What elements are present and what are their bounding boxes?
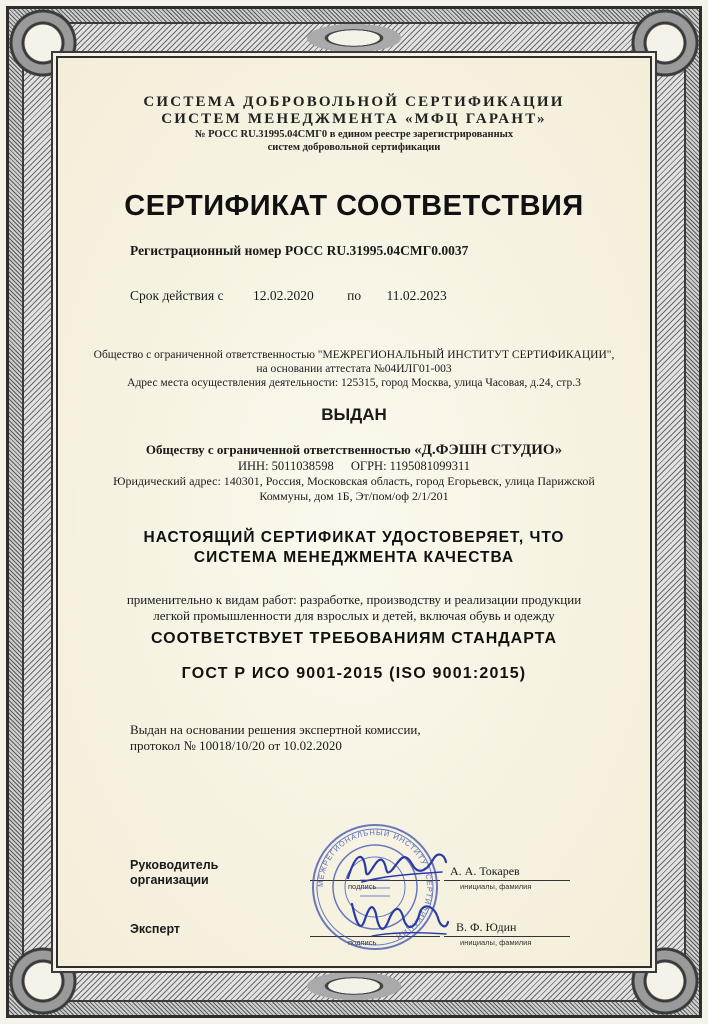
head-name-caption: инициалы, фамилия bbox=[460, 882, 532, 891]
validity-period bbox=[130, 288, 447, 304]
issued-label: ВЫДАН bbox=[321, 405, 387, 424]
recipient-address-line2: Коммуны, дом 1Б, Эт/пом/оф 2/1/201 bbox=[259, 489, 449, 503]
recipient-block bbox=[60, 442, 648, 504]
certificate-title: СЕРТИФИКАТ СООТВЕТСТВИЯ bbox=[124, 190, 584, 222]
system-name-line1: СИСТЕМА ДОБРОВОЛЬНОЙ СЕРТИФИКАЦИИ bbox=[143, 94, 565, 110]
recipient-name: «Д.ФЭШН СТУДИО» bbox=[414, 442, 563, 458]
scope-line2: легкой промышленности для взрослых и детей, включая обувь и одежду bbox=[153, 608, 555, 623]
expert-name-caption: инициалы, фамилия bbox=[460, 938, 532, 947]
recipient-prefix: Обществу с ограниченной ответственностью bbox=[145, 442, 411, 457]
head-label-line1: Руководитель bbox=[130, 858, 219, 872]
top-flourish-icon bbox=[294, 20, 414, 56]
bottom-flourish-icon bbox=[294, 968, 414, 1004]
head-label bbox=[130, 858, 218, 888]
conformity-statement: СООТВЕТСТВУЕТ ТРЕБОВАНИЯМ СТАНДАРТА bbox=[150, 630, 557, 647]
issuer-line2: на основании аттестата №04ИЛГ01-003 bbox=[256, 363, 452, 375]
system-name bbox=[60, 94, 648, 128]
certificate-declaration bbox=[60, 528, 648, 568]
scope-line1: применительно к видам работ: разработке, производству и реализации продукции bbox=[126, 592, 582, 607]
registration-label: Регистрационный номер bbox=[130, 243, 282, 258]
declaration-line1: НАСТОЯЩИЙ СЕРТИФИКАТ УДОСТОВЕРЯЕТ, ЧТО bbox=[143, 529, 565, 546]
recipient-ogrn: ОГРН: 1195081099311 bbox=[350, 459, 470, 473]
registry-line2: систем добровольной сертификации bbox=[267, 142, 441, 153]
recipient-inn: ИНН: 5011038598 bbox=[238, 459, 334, 473]
issuance-basis bbox=[130, 722, 421, 754]
basis-line1: Выдан на основании решения экспертной комиссии, bbox=[130, 722, 421, 737]
validity-to-date: 11.02.2023 bbox=[386, 288, 447, 303]
expert-label: Эксперт bbox=[130, 922, 181, 936]
head-name-line bbox=[444, 880, 570, 881]
issuer-line3: Адрес места осуществления деятельности: 125315, город Москва, улица Часовая, д.24, стр.3 bbox=[127, 377, 581, 389]
system-name-line2: СИСТЕМ МЕНЕДЖМЕНТА «МФЦ ГАРАНТ» bbox=[161, 111, 547, 127]
registration-number bbox=[130, 243, 468, 259]
registry-line1: № РОСС RU.31995.04СМГ0 в едином реестре зарегистрированных bbox=[194, 129, 514, 140]
expert-sign-caption: подпись bbox=[348, 938, 377, 947]
expert-signature-icon bbox=[342, 892, 452, 942]
certificate-content bbox=[60, 60, 648, 964]
declaration-line2: СИСТЕМА МЕНЕДЖМЕНТА КАЧЕСТВА bbox=[193, 549, 515, 566]
head-label-line2: организации bbox=[130, 873, 209, 887]
recipient-address-line1: Юридический адрес: 140301, Россия, Московская область, город Егорьевск, улица Парижской bbox=[113, 474, 595, 488]
expert-name-line bbox=[444, 936, 570, 937]
basis-line2: протокол № 10018/10/20 от 10.02.2020 bbox=[130, 738, 342, 753]
head-name: А. А. Токарев bbox=[450, 864, 520, 878]
validity-from-label: Срок действия с bbox=[130, 288, 224, 303]
validity-from-date: 12.02.2020 bbox=[252, 288, 314, 303]
issuer-block bbox=[60, 348, 648, 390]
scope-of-work bbox=[60, 592, 648, 624]
issuer-line1: Общество с ограниченной ответственностью "МЕЖРЕГИОНАЛЬНЫЙ ИНСТИТУТ СЕРТИФИКАЦИИ", bbox=[93, 349, 615, 361]
expert-name: В. Ф. Юдин bbox=[456, 920, 517, 934]
head-signature-icon bbox=[342, 842, 452, 888]
head-sign-caption: подпись bbox=[348, 882, 377, 891]
registration-value: РОСС RU.31995.04СМГ0.0037 bbox=[284, 243, 469, 258]
seal-ring-text: МЕЖРЕГИОНАЛЬНЫЙ ИНСТИТУТ СЕРТИФИКАЦИИ bbox=[315, 827, 435, 942]
validity-to-label: по bbox=[347, 288, 362, 303]
standard-name: ГОСТ Р ИСО 9001-2015 (ISO 9001:2015) bbox=[181, 665, 527, 682]
system-registry bbox=[60, 128, 648, 154]
